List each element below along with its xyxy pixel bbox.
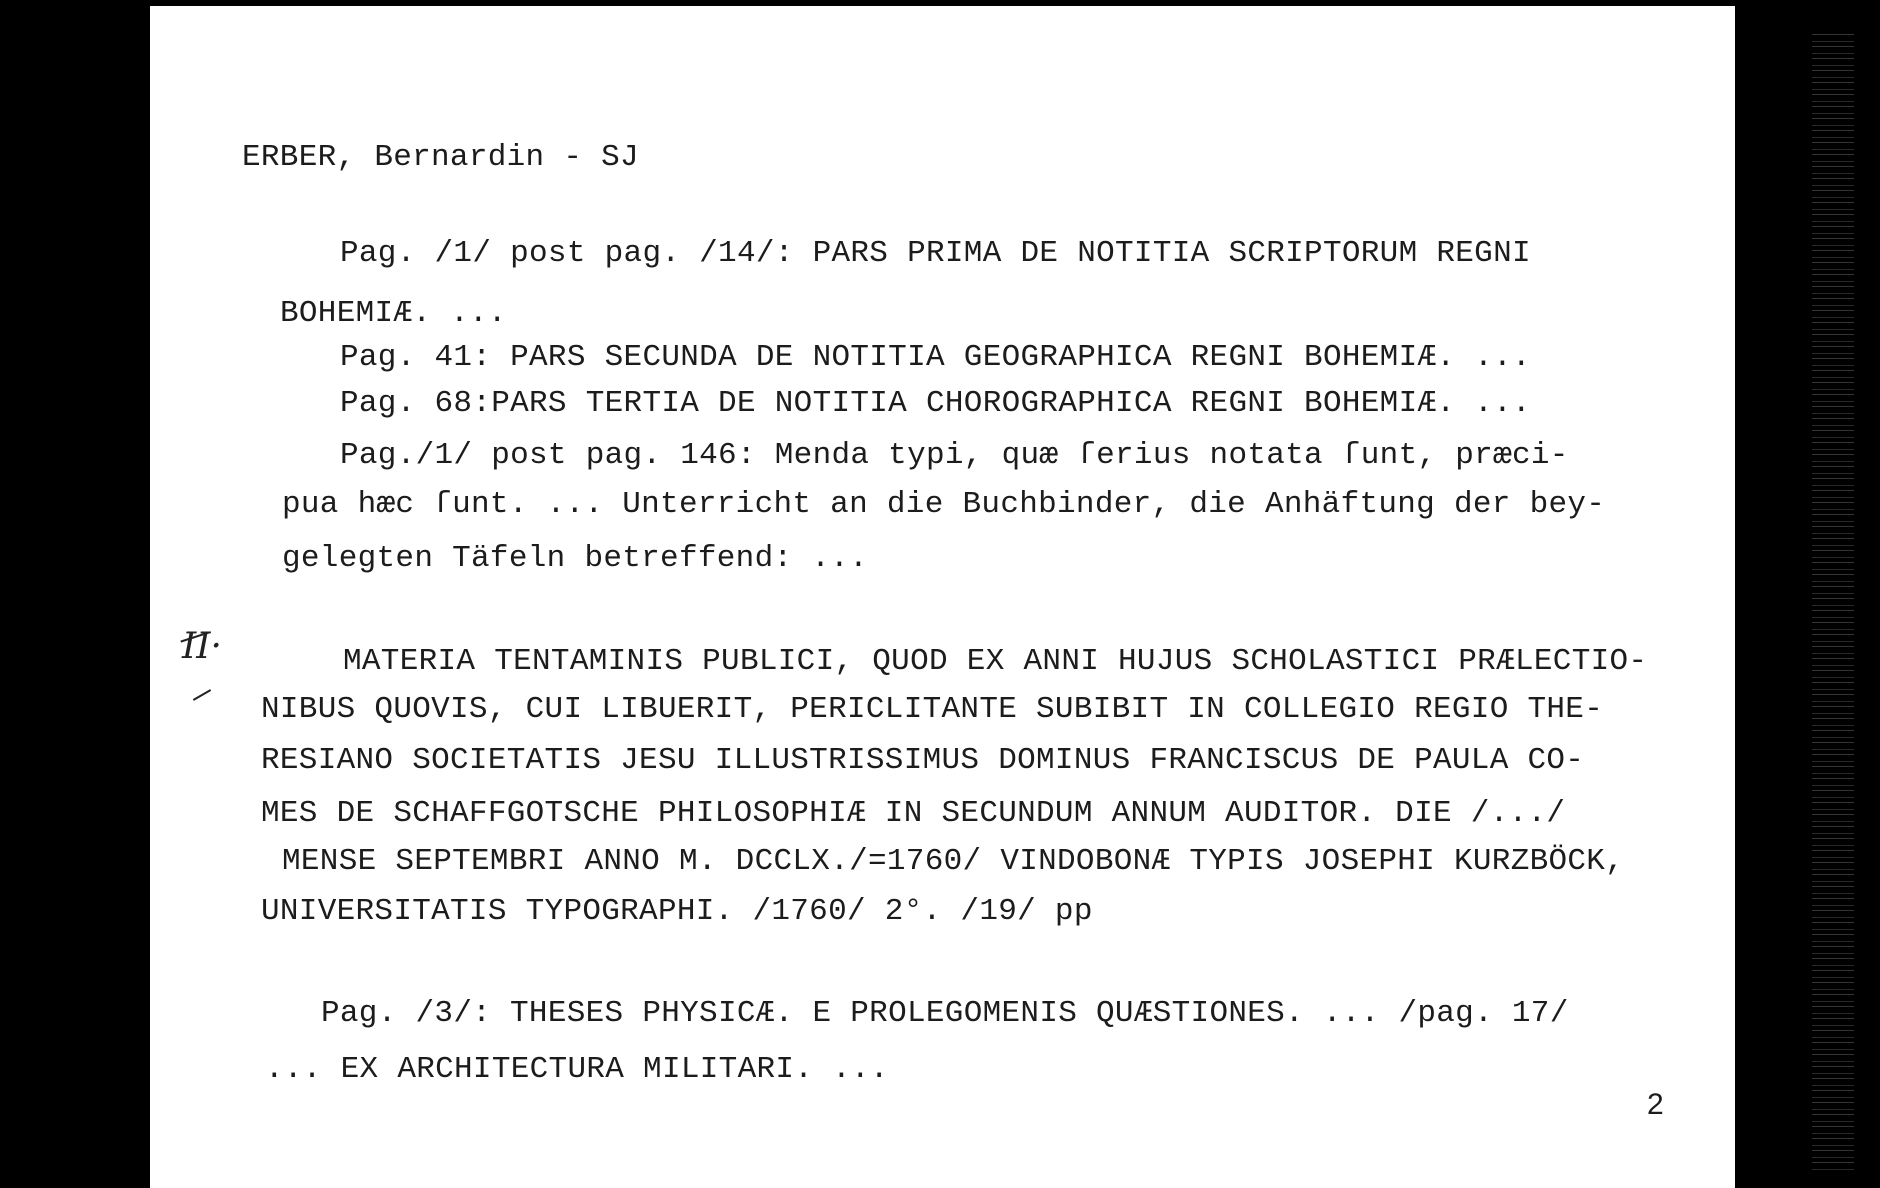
- card-heading: ERBER, Bernardin - SJ: [242, 140, 639, 175]
- section-2-line: UNIVERSITATIS TYPOGRAPHI. /1760/ 2°. /19/ pp: [261, 894, 1093, 929]
- section-3-line: ... EX ARCHITECTURA MILITARI. ...: [265, 1052, 889, 1087]
- section-2-line: NIBUS QUOVIS, CUI LIBUERIT, PERICLITANTE SUBIBIT IN COLLEGIO REGIO THE-: [261, 692, 1604, 727]
- catalog-card: [150, 6, 1735, 1188]
- scan-edge-artifact: [1812, 30, 1854, 1170]
- page-number: 2: [1647, 1088, 1664, 1121]
- section-1-line: Pag. /1/ post pag. /14/: PARS PRIMA DE NOTITIA SCRIPTORUM REGNI: [340, 236, 1531, 271]
- section-1-line: Pag. 68:PARS TERTIA DE NOTITIA CHOROGRAPHICA REGNI BOHEMIÆ. ...: [340, 386, 1531, 421]
- section-1-line: BOHEMIÆ. ...: [280, 296, 507, 331]
- section-1-line: gelegten Täfeln betreffend: ...: [282, 541, 868, 576]
- section-2-line: MENSE SEPTEMBRI ANNO M. DCCLX./=1760/ VINDOBONÆ TYPIS JOSEPHI KURZBÖCK,: [282, 844, 1625, 879]
- section-1-line: Pag./1/ post pag. 146: Menda typi, quæ ſerius notata ſunt, præci-: [340, 438, 1569, 473]
- section-3-line: Pag. /3/: THESES PHYSICÆ. E PROLEGOMENIS QUÆSTIONES. ... /pag. 17/: [321, 996, 1569, 1031]
- section-2-line: MES DE SCHAFFGOTSCHE PHILOSOPHIÆ IN SECUNDUM ANNUM AUDITOR. DIE /.../: [261, 796, 1566, 831]
- section-1-line: Pag. 41: PARS SECUNDA DE NOTITIA GEOGRAPHICA REGNI BOHEMIÆ. ...: [340, 340, 1531, 375]
- section-2-line: MATERIA TENTAMINIS PUBLICI, QUOD EX ANNI HUJUS SCHOLASTICI PRÆLECTIO-: [343, 644, 1648, 679]
- handwritten-margin-mark: II·: [182, 626, 222, 667]
- handwritten-stroke: [193, 689, 211, 701]
- section-2-line: RESIANO SOCIETATIS JESU ILLUSTRISSIMUS DOMINUS FRANCISCUS DE PAULA CO-: [261, 743, 1585, 778]
- section-1-line: pua hæc ſunt. ... Unterricht an die Buchbinder, die Anhäftung der bey-: [282, 487, 1606, 522]
